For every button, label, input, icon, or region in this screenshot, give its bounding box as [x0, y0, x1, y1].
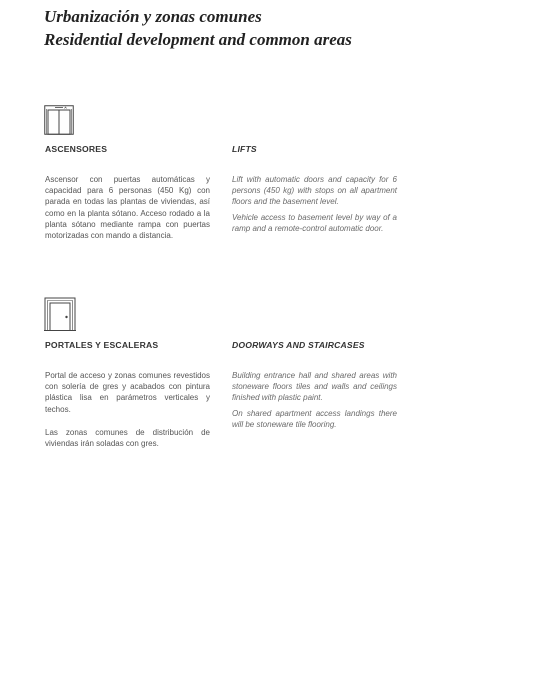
elevator-icon [44, 105, 74, 140]
section-heading-en: LIFTS [232, 144, 257, 154]
section-heading-en: DOORWAYS AND STAIRCASES [232, 340, 365, 350]
section-body-en: Lift with automatic doors and capacity for 6 persons (450 kg) with stops on all apartment floors and the basement level. [232, 175, 397, 207]
section-body-es: Ascensor con puertas automáticas y capacidad para 6 personas (450 Kg) con parada en todas las plantas de viviendas, así como en la planta sótano. Acceso rodado a la planta sótano mediante rampa con puertas motorizadas con mando a distancia. [45, 175, 210, 241]
section-body-en: On shared apartment access landings there will be stoneware tile flooring. [232, 409, 397, 430]
section-body-es: Portal de acceso y zonas comunes revestidos con solería de gres y acabados con pintura plástica lisa en parámetros verticales y techos. [45, 371, 210, 414]
section-body-en: Building entrance hall and shared areas with stoneware floors tiles and walls and ceilings finished with plastic paint. [232, 371, 397, 403]
section-body-es: Las zonas comunes de distribución de viviendas irán soladas con gres. [45, 428, 210, 449]
page-title-es: Urbanización y zonas comunes [44, 7, 262, 26]
door-icon [44, 297, 76, 336]
page-title-en: Residential development and common areas [44, 30, 352, 49]
section-heading-es: ASCENSORES [45, 144, 108, 154]
section-heading-es: PORTALES Y ESCALERAS [45, 340, 159, 350]
section-body-en: Vehicle access to basement level by way of a ramp and a remote-control automatic door. [232, 213, 397, 234]
